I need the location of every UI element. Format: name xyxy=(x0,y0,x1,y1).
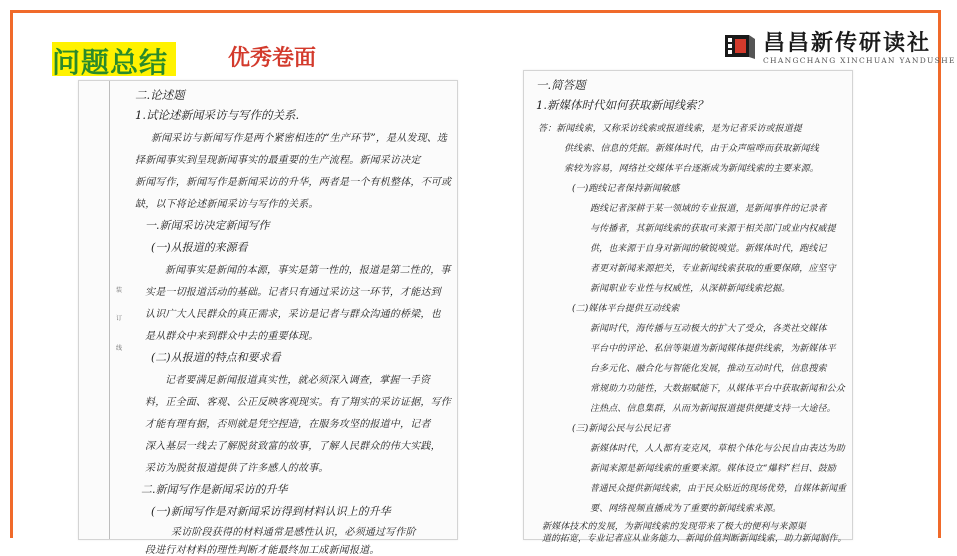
frame-top-border xyxy=(10,10,941,13)
section-heading: 一.简答题 xyxy=(536,78,586,92)
answer-line: 新闻事实是新闻的本源，事实是第一性的，报道是第二性的，事 xyxy=(165,265,451,276)
answer-line: 采访为脱贫报道提供了许多感人的故事。 xyxy=(145,463,329,474)
answer-subheading: (一)跑线记者保持新闻敏感 xyxy=(572,184,680,194)
page-subtitle: 优秀卷面 xyxy=(228,46,317,71)
gutter-mark: 订 xyxy=(116,315,123,322)
answer-line: 新媒体技术的发展，为新闻线索的发现带来了极大的便利与来源渠 xyxy=(542,522,806,532)
answer-line: 是从群众中来到群众中去的重要体现。 xyxy=(145,331,319,342)
binding-line xyxy=(109,81,110,539)
question-text: 1.新媒体时代如何获取新闻线索？ xyxy=(536,98,708,112)
exam-page-left xyxy=(78,80,458,556)
logo-name: 昌昌新传研读社 xyxy=(763,31,932,56)
answer-line: 者更对新闻来源把关，专业新闻线索获取的重要保障，应坚守 xyxy=(590,264,836,274)
answer-line: 平台中的评论、私信等渠道为新闻媒体提供线索，为新媒体平 xyxy=(590,344,836,354)
answer-line: 答：新闻线索，又称采访线索或报道线索，是为记者采访或报道提 xyxy=(538,124,802,134)
answer-line: 新闻职业专业性与权威性，从深耕新闻线索挖掘。 xyxy=(590,284,791,294)
answer-line: 普通民众提供新闻线索，由于民众贴近的现场优势，自媒体新闻重 xyxy=(590,484,846,494)
answer-heading: 一.新闻采访决定新闻写作 xyxy=(145,219,270,232)
answer-line: 料，正全面、客观、公正反映客观现实。有了翔实的采访证据，写作 xyxy=(145,397,451,408)
answer-line: 要、网络视频直播成为了重要的新闻线索来源。 xyxy=(590,504,782,514)
answer-line: 择新闻事实到呈现新闻事实的最重要的生产流程。新闻采访决定 xyxy=(135,155,421,166)
answer-line: 记者要满足新闻报道真实性，就必须深入调查，掌握一手资 xyxy=(165,375,431,386)
gutter-mark: 装 xyxy=(116,287,123,294)
answer-line: 台多元化、融合化与智能化发展，推动互动时代，信息搜索 xyxy=(590,364,827,374)
answer-subheading: (二)从报道的特点和要求看 xyxy=(151,351,281,364)
answer-subheading: (一)新闻写作是对新闻采访得到材料认识上的升华 xyxy=(151,505,391,518)
question-text: 1.试论述新闻采访与写作的关系. xyxy=(135,108,300,122)
answer-heading: 二.新闻写作是新闻采访的升华 xyxy=(141,483,288,496)
answer-line: 新闻时代，海传播与互动极大的扩大了受众，各类社交媒体 xyxy=(590,324,827,334)
answer-line: 新闻写作，新闻写作是新闻采访的升华，两者是一个有机整体，不可或 xyxy=(135,177,452,188)
frame-left-border xyxy=(10,10,13,538)
answer-line: 实是一切报道活动的基础。记者只有通过采访这一环节，才能达到 xyxy=(145,287,441,298)
answer-line: 缺，以下将论述新闻采访与写作的关系。 xyxy=(135,199,319,210)
answer-line: 注热点、信息集群，从而为新闻报道提供便捷支持一大途径。 xyxy=(590,404,836,414)
brand-logo xyxy=(723,26,956,70)
answer-line: 才能有理有据，否则就是凭空捏造，在服务攻坚的报道中，记者 xyxy=(145,419,431,430)
answer-subheading: (二)媒体平台提供互动线索 xyxy=(572,304,680,314)
answer-line: 供，也来源于自身对新闻的敏锐嗅觉。新媒体时代，跑线记 xyxy=(590,244,827,254)
answer-line: 采访阶段获得的材料通常是感性认识，必须通过写作阶 xyxy=(171,527,416,538)
answer-line: 索较为容易，网络社交媒体平台逐渐成为新闻线索的主要来源。 xyxy=(564,164,819,174)
answer-line: 新闻来源是新闻线索的重要来源。媒体设立“爆料”栏目、鼓励 xyxy=(590,464,837,474)
gutter-mark: 线 xyxy=(116,345,123,352)
answer-line: 深入基层一线去了解脱贫致富的故事，了解人民群众的伟大实践， xyxy=(145,441,441,452)
frame-right-border xyxy=(938,10,941,538)
answer-line: 道的拓宽，专业记者应从业务能力、新闻价值判断新闻线索，助力新闻制作。 xyxy=(542,534,847,544)
answer-line: 与传播者，其新闻线索的获取可来源于相关部门或业内权威提 xyxy=(590,224,836,234)
section-heading: 二.论述题 xyxy=(135,88,185,102)
logo-subtitle: CHANGCHANG XINCHUAN YANDUSHE xyxy=(763,56,956,65)
page-title: 问题总结 xyxy=(52,46,169,79)
answer-line: 供线索、信息的凭据。新媒体时代，由于众声喧哗而获取新闻线 xyxy=(564,144,819,154)
answer-line: 段进行对材料的理性判断才能最终加工成新闻报道。 xyxy=(145,545,380,556)
answer-line: 跑线记者深耕于某一领域的专业报道，是新闻事件的记录者 xyxy=(590,204,827,214)
answer-line: 新媒体时代，人人都有麦克风，草根个体化与公民自由表达为助 xyxy=(590,444,845,454)
answer-subheading: (三)新闻公民与公民记者 xyxy=(572,424,671,434)
answer-line: 新闻采访与新闻写作是两个紧密相连的“生产环节”，是从发现、选 xyxy=(151,133,448,144)
film-book-icon xyxy=(723,29,757,63)
answer-subheading: (一)从报道的来源看 xyxy=(151,241,248,254)
answer-line: 认识广大人民群众的真正需求，采访是记者与群众沟通的桥梁，也 xyxy=(145,309,441,320)
answer-line: 常规助力功能性，大数据赋能下，从媒体平台中获取新闻和公众 xyxy=(590,384,845,394)
exam-page-right xyxy=(523,70,853,544)
